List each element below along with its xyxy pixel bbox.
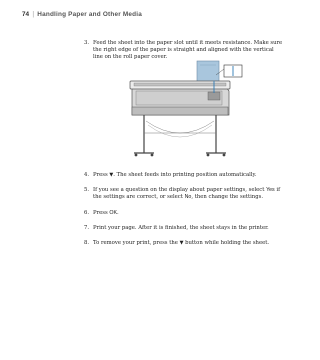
step-number: 3. bbox=[84, 40, 90, 46]
page-number: 74 bbox=[22, 11, 30, 18]
chapter-title: Handling Paper and Other Media bbox=[37, 11, 142, 18]
no-option: No bbox=[184, 194, 192, 201]
step-number: 8. bbox=[84, 240, 90, 246]
step-number: 5. bbox=[84, 187, 90, 193]
yes-option: Yes bbox=[266, 187, 275, 193]
step-4: 4. Press ▼. The sheet feeds into printing position automatically. bbox=[84, 171, 257, 178]
printer-illustration bbox=[120, 55, 246, 165]
page-header bbox=[22, 10, 142, 18]
printer-stand bbox=[134, 115, 226, 156]
step-text: Feed the sheet into the paper slot until it meets resistance. Make sure the right edge of the paper is straight and aligned with the vertical line on the roll paper cover. bbox=[93, 40, 283, 61]
step-number: 6. bbox=[84, 210, 90, 216]
step-7 bbox=[84, 225, 285, 232]
step-number: 4. bbox=[84, 172, 90, 178]
step-number: 7. bbox=[84, 225, 90, 231]
step-text: Print your page. After it is finished, the sheet stays in the printer. bbox=[93, 225, 269, 231]
header-separator: | bbox=[32, 10, 35, 18]
ok-button-label: OK bbox=[109, 210, 118, 216]
step-6: 6. Press OK. bbox=[84, 210, 119, 216]
printer-body bbox=[130, 81, 230, 115]
down-triangle-icon: ▼ bbox=[179, 239, 184, 246]
control-panel-callout bbox=[216, 65, 242, 77]
down-triangle-icon: ▼ bbox=[109, 171, 114, 178]
step-5: 5. If you see a question on the display about paper settings, select Yes if the settings are correct, or select No, then change the settings. bbox=[84, 187, 281, 201]
step-8: 8. To remove your print, press the ▼ button while holding the sheet. bbox=[84, 239, 270, 246]
